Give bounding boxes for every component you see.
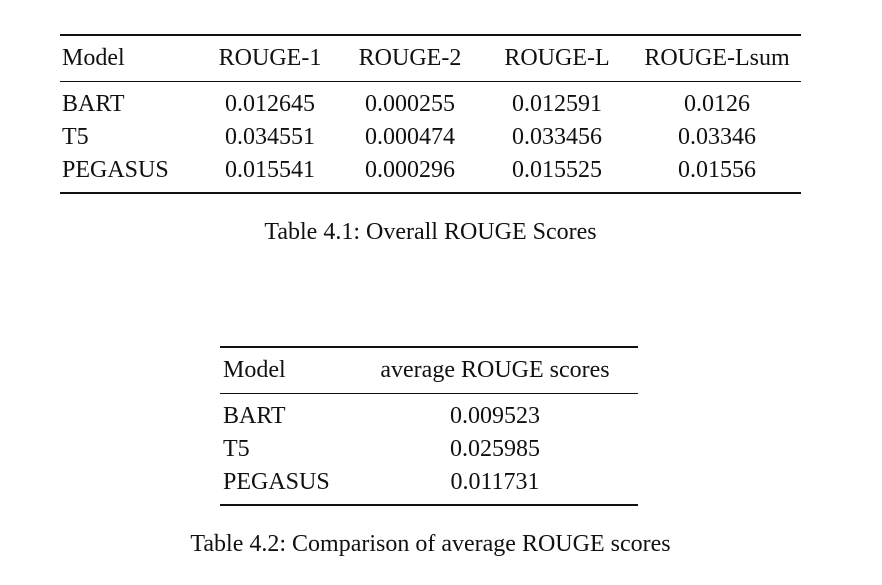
- model-name: BART: [62, 91, 125, 117]
- table-top-rule: [220, 346, 638, 348]
- column-header-rouge-l: ROUGE-L: [504, 45, 610, 71]
- model-name: BART: [223, 403, 286, 429]
- rouge-l-value: 0.012591: [512, 91, 602, 117]
- rouge-1-value: 0.015541: [225, 157, 315, 183]
- rouge-lsum-value: 0.03346: [678, 124, 756, 150]
- column-header-model: Model: [223, 357, 286, 383]
- table-header-rule: [60, 81, 801, 82]
- rouge-2-value: 0.000474: [365, 124, 455, 150]
- rouge-lsum-value: 0.0126: [684, 91, 750, 117]
- average-rouge-value: 0.009523: [450, 403, 540, 429]
- column-header-average-rouge: average ROUGE scores: [380, 357, 610, 383]
- average-rouge-value: 0.011731: [450, 469, 540, 495]
- rouge-1-value: 0.012645: [225, 91, 315, 117]
- table-top-rule: [60, 34, 801, 36]
- column-header-rouge-2: ROUGE-2: [358, 45, 462, 71]
- table-caption: Table 4.1: Overall ROUGE Scores: [264, 219, 597, 245]
- rouge-l-value: 0.033456: [512, 124, 602, 150]
- table-header-rule: [220, 393, 638, 394]
- rouge-2-value: 0.000255: [365, 91, 455, 117]
- rouge-lsum-value: 0.01556: [678, 157, 756, 183]
- rouge-2-value: 0.000296: [365, 157, 455, 183]
- column-header-rouge-lsum: ROUGE-Lsum: [644, 45, 790, 71]
- model-name: T5: [62, 124, 89, 150]
- model-name: PEGASUS: [223, 469, 330, 495]
- model-name: T5: [223, 436, 250, 462]
- column-header-model: Model: [62, 45, 125, 71]
- model-name: PEGASUS: [62, 157, 169, 183]
- column-header-rouge-1: ROUGE-1: [218, 45, 322, 71]
- table-caption: Table 4.2: Comparison of average ROUGE scores: [190, 531, 671, 557]
- table-bottom-rule: [220, 504, 638, 506]
- rouge-l-value: 0.015525: [512, 157, 602, 183]
- rouge-1-value: 0.034551: [225, 124, 315, 150]
- average-rouge-value: 0.025985: [450, 436, 540, 462]
- table-bottom-rule: [60, 192, 801, 194]
